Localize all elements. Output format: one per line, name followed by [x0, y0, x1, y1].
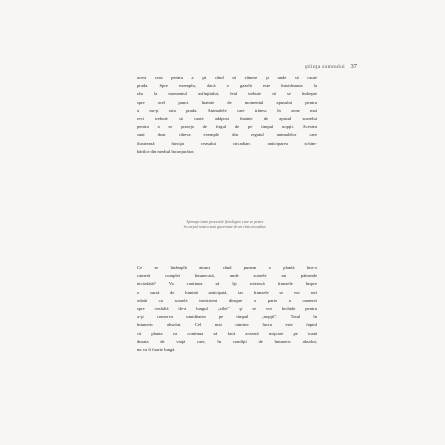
- text-line: spre acel punct înainte de momentul apusului pentru: [137, 99, 317, 105]
- text-line: durata de viaţă care, în condiţii de întuneric absolut,: [137, 338, 317, 344]
- text-line: întuneric absolut. Cel mai uimitor lucru este faptul: [137, 322, 317, 328]
- text-line: nu va fi foarte lungă.: [137, 347, 176, 353]
- bottom-paragraph: [137, 264, 317, 354]
- text-line: Ce se întâmplă atunci când punem o plantă într-o: [137, 265, 317, 270]
- text-line: că planta va continua să facă această mişcare pe toată: [137, 330, 317, 336]
- text-line: sunt doar câteva exemple din regatul animalelor care: [137, 132, 317, 138]
- text-line: prada. Spre exemplu, dacă o gazelă este întotdeauna la: [137, 83, 317, 89]
- text-line: a-şi conserva umiditatea pe timpul „nopţii”. Totul în: [137, 314, 317, 320]
- top-paragraph: [137, 74, 317, 156]
- text-line: acest ceas pentru a şti când să vâneze şi unde să caute: [137, 75, 317, 80]
- page-number: 37: [350, 63, 357, 70]
- text-line: pentru a se proteja de frigul de pe timpul nopţii. Acestea: [137, 124, 317, 130]
- text-line: o sursă de lumină anticipată, iar frunzele se vor roti: [137, 289, 317, 295]
- text-line: bărilor din mediul înconjurător.: [137, 148, 195, 154]
- text-line: reci trebuie să caute adăpost înainte de apusul soarelui: [137, 116, 317, 122]
- text-line: odată cu soarele inexistent dinspre o parte a camerei: [137, 297, 317, 303]
- text-line: cameră complet întunecată, unde soarele nu pătrunde: [137, 273, 317, 279]
- text-line: spre cealaltă de-a lungul „zilei” şi se vor închide pentru: [137, 306, 317, 312]
- pull-quote: [160, 220, 290, 231]
- pull-quote-line: în corpul nostru sunt guvernate de un ritm circadian.: [183, 225, 267, 230]
- text-line: niciodată? Va continua să îşi rotească frunzele înspre: [137, 281, 317, 287]
- text-line: râu la momentul asfinţitului, leul trebuie să se îndrepte: [137, 91, 317, 97]
- text-line: ilustrează funcţia ceasului circadian: anticiparea schim-: [137, 140, 317, 146]
- text-line: a nu-şi rata prada. Animalele care trăiesc în zone mai: [137, 107, 317, 113]
- pull-quote-line: Aproape toate procesele fiziologice care se petrec: [186, 220, 264, 224]
- running-head: ştiinţa somnului: [304, 64, 345, 70]
